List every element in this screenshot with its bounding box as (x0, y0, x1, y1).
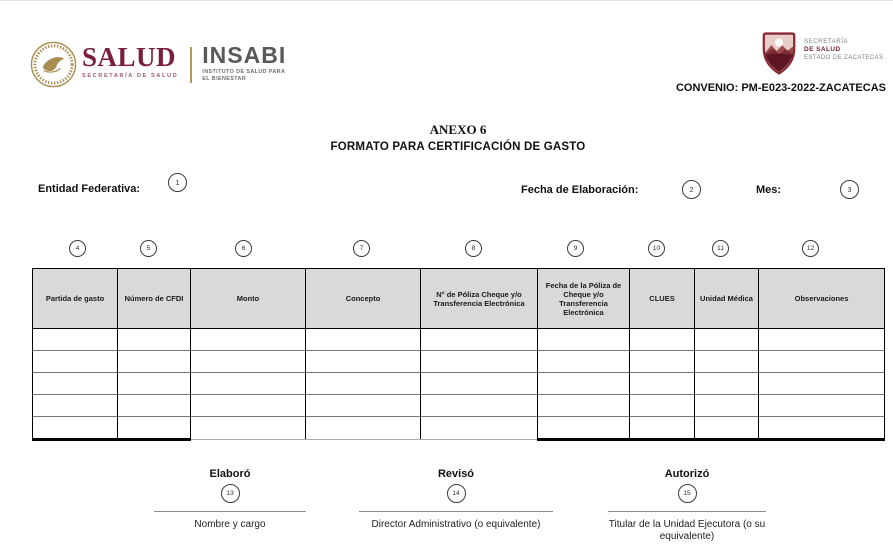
ref-circle-15: 15 (678, 484, 697, 503)
table-row (33, 351, 885, 373)
table-empty-cell (306, 351, 421, 373)
table-empty-cell (421, 395, 538, 417)
table-empty-cell (538, 373, 630, 395)
ref-circle-3: 3 (840, 180, 859, 199)
ref-circle-13: 13 (221, 484, 240, 503)
ref-circle-14: 14 (447, 484, 466, 503)
ref-circle-4: 4 (69, 240, 86, 257)
table-empty-cell (695, 351, 759, 373)
table-empty-cell (759, 395, 885, 417)
col-header-clues: CLUES (630, 269, 695, 329)
signature-block-reviso (345, 468, 567, 531)
ref-circle-6: 6 (235, 240, 252, 257)
table-empty-cell (306, 373, 421, 395)
title-anexo: ANEXO 6 (429, 122, 487, 137)
logo-divider (190, 47, 192, 83)
col-header-concepto: Concepto (306, 269, 421, 329)
zacatecas-shield-icon (760, 31, 798, 76)
signature-line (608, 511, 766, 512)
mes-label: Mes: (756, 184, 782, 196)
table-empty-cell (695, 373, 759, 395)
col-header-monto: Monto (191, 269, 306, 329)
table-empty-cell (33, 395, 118, 417)
title-formato: FORMATO PARA CERTIFICACIÓN DE GASTO (330, 141, 586, 153)
salud-wordmark: SALUD (82, 42, 177, 72)
table-empty-cell (33, 329, 118, 351)
table-empty-cell (118, 417, 191, 440)
table-empty-cell (630, 329, 695, 351)
table-empty-cell (191, 395, 306, 417)
document-title (32, 122, 884, 153)
convenio-label: CONVENIO: PM-E023-2022-ZACATECAS (675, 82, 886, 94)
table-empty-cell (118, 373, 191, 395)
elaboro-caption: Nombre y cargo (194, 519, 266, 530)
ref-circle-7: 7 (353, 240, 370, 257)
ref-circle-2: 2 (682, 180, 701, 199)
table-empty-cell (191, 373, 306, 395)
table-empty-cell (306, 395, 421, 417)
fecha-elaboracion-label: Fecha de Elaboración: (521, 184, 639, 196)
table-empty-cell (191, 351, 306, 373)
table-empty-cell (759, 329, 885, 351)
table-empty-cell (695, 329, 759, 351)
table-empty-cell (118, 395, 191, 417)
table-empty-cell (118, 329, 191, 351)
col-header-partida: Partida de gasto (33, 269, 118, 329)
table-empty-cell (695, 395, 759, 417)
col-header-unidad-medica: Unidad Médica (695, 269, 759, 329)
autorizo-caption: Titular de la Unidad Ejecutora (o su equivalente) (608, 519, 766, 542)
table-empty-cell (759, 373, 885, 395)
table-empty-cell (421, 373, 538, 395)
signature-line (154, 511, 306, 512)
elaboro-title: Elaboró (209, 468, 251, 480)
table-empty-cell (630, 373, 695, 395)
table-row (33, 417, 885, 440)
table-empty-cell (538, 351, 630, 373)
col-header-poliza: N° de Póliza Cheque y/o Transferencia Electrónica (421, 269, 538, 329)
salud-insabi-logo (30, 39, 286, 91)
table-empty-cell (33, 373, 118, 395)
mexico-eagle-seal-icon (30, 41, 77, 88)
table-empty-cell (33, 351, 118, 373)
table-row (33, 395, 885, 417)
table-empty-cell (421, 417, 538, 440)
zacatecas-line1: SECRETARÍA (804, 38, 849, 45)
table-empty-cell (759, 417, 885, 440)
table-empty-cell (191, 417, 306, 440)
table-empty-cell (538, 395, 630, 417)
table-empty-cell (759, 351, 885, 373)
insabi-wordmark: INSABI (202, 42, 287, 68)
table-empty-cell (421, 351, 538, 373)
signature-block-elaboro (130, 468, 330, 531)
table-empty-cell (630, 351, 695, 373)
autorizo-title: Autorizó (664, 468, 710, 480)
reviso-caption: Director Administrativo (o equivalente) (371, 519, 541, 530)
gasto-table (32, 268, 885, 441)
reviso-title: Revisó (437, 468, 475, 480)
col-header-fecha-poliza: Fecha de la Póliza de Cheque y/o Transferencia Electrónica (538, 269, 630, 329)
insabi-subtitle: INSTITUTO DE SALUD PARA EL BIENESTAR (202, 69, 286, 82)
ref-circle-8: 8 (465, 240, 482, 257)
table-empty-cell (695, 417, 759, 440)
ref-circle-1: 1 (168, 173, 187, 192)
signature-line (359, 511, 553, 512)
table-empty-cell (33, 417, 118, 440)
table-empty-cell (630, 395, 695, 417)
entidad-federativa-label: Entidad Federativa: (38, 183, 141, 195)
salud-subtitle: SECRETARÍA DE SALUD (82, 73, 179, 79)
table-row (33, 329, 885, 351)
table-empty-cell (421, 329, 538, 351)
table-empty-cell (630, 417, 695, 440)
col-header-cfdi: Número de CFDI (118, 269, 191, 329)
table-header-row (33, 269, 885, 329)
ref-circle-10: 10 (648, 240, 665, 257)
table-empty-cell (538, 329, 630, 351)
table-row (33, 373, 885, 395)
ref-circle-5: 5 (140, 240, 157, 257)
zacatecas-line3: ESTADO DE ZACATECAS (804, 54, 884, 61)
ref-circle-12: 12 (802, 240, 819, 257)
table-empty-cell (538, 417, 630, 440)
table-empty-cell (306, 329, 421, 351)
signature-block-autorizo (600, 468, 774, 543)
col-header-observaciones: Observaciones (759, 269, 885, 329)
table-empty-cell (191, 329, 306, 351)
zacatecas-logo (760, 31, 883, 76)
zacatecas-line2: DE SALUD (804, 46, 841, 53)
table-empty-cell (118, 351, 191, 373)
ref-circle-11: 11 (712, 240, 729, 257)
table-empty-cell (306, 417, 421, 440)
ref-circle-9: 9 (567, 240, 584, 257)
